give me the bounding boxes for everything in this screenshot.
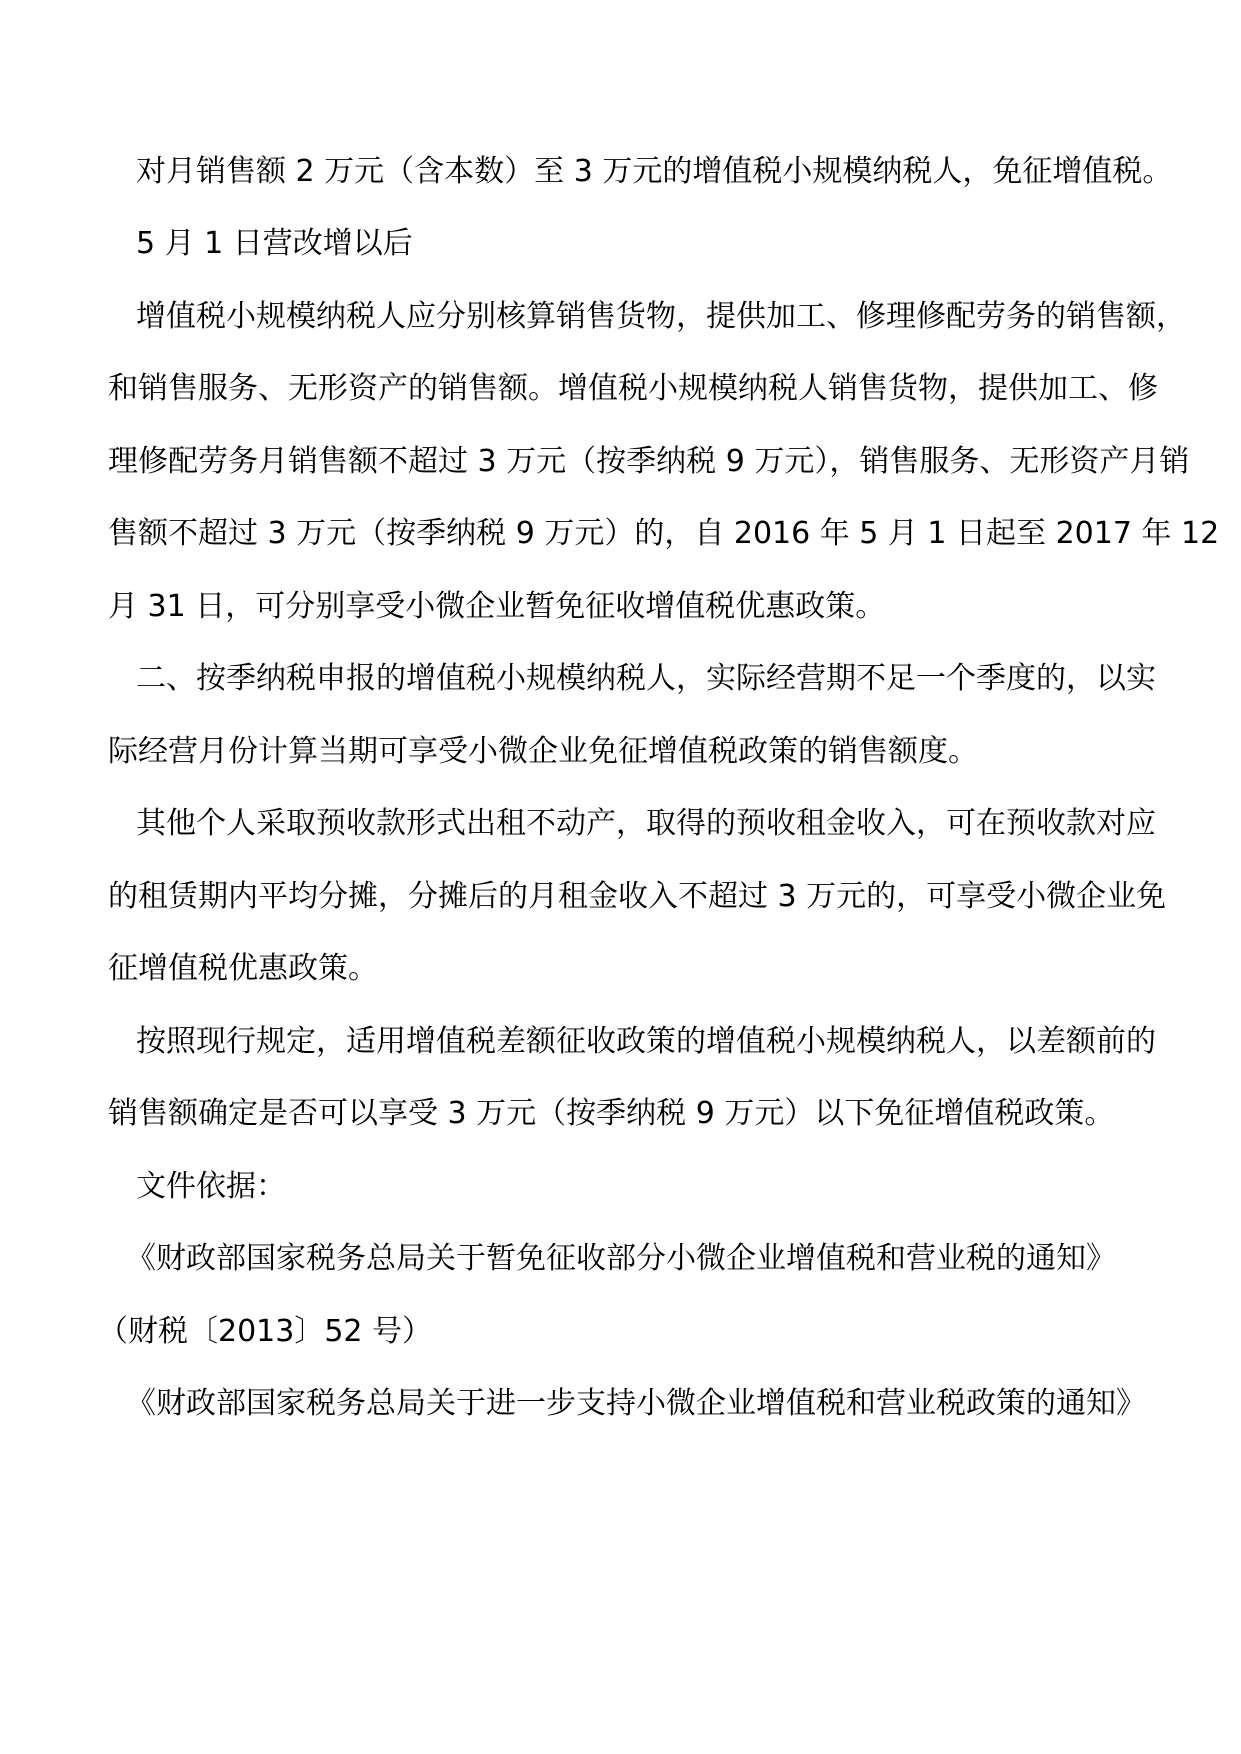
reference-title: 《财政部国家税务总局关于暂免征收部分小微企业增值税和营业税的通知》 (126, 1241, 1116, 1276)
paragraph-line: 和销售服务、无形资产的销售额。增值税小规模纳税人销售货物，提供加工、修 (108, 371, 1158, 406)
paragraph-line: 二、按季纳税申报的增值税小规模纳税人，实际经营期不足一个季度的，以实 (136, 661, 1156, 696)
section-heading: 5 月 1 日营改增以后 (136, 226, 413, 261)
reference-heading: 文件依据： (136, 1169, 286, 1204)
paragraph-line: 销售额确定是否可以享受 3 万元（按季纳税 9 万元）以下免征增值税政策。 (108, 1096, 1115, 1131)
paragraph-line: 对月销售额 2 万元（含本数）至 3 万元的增值税小规模纳税人，免征增值税。 (136, 154, 1173, 189)
paragraph-line: 理修配劳务月销售额不超过 3 万元（按季纳税 9 万元），销售服务、无形资产月销 (108, 444, 1190, 479)
reference-number: （财税〔2013〕52 号） (98, 1314, 433, 1349)
paragraph-line: 征增值税优惠政策。 (108, 951, 378, 986)
paragraph-line: 月 31 日，可分别享受小微企业暂免征收增值税优惠政策。 (108, 589, 886, 624)
paragraph-line: 际经营月份计算当期可享受小微企业免征增值税政策的销售额度。 (108, 734, 978, 769)
reference-title: 《财政部国家税务总局关于进一步支持小微企业增值税和营业税政策的通知》 (126, 1386, 1146, 1421)
paragraph-line: 其他个人采取预收款形式出租不动产，取得的预收租金收入，可在预收款对应 (136, 806, 1156, 841)
paragraph-line: 售额不超过 3 万元（按季纳税 9 万元）的，自 2016 年 5 月 1 日起至 2017 年 12 (108, 516, 1220, 551)
paragraph-line: 增值税小规模纳税人应分别核算销售货物，提供加工、修理修配劳务的销售额， (136, 299, 1186, 334)
paragraph-line: 按照现行规定，适用增值税差额征收政策的增值税小规模纳税人，以差额前的 (136, 1024, 1156, 1059)
paragraph-line: 的租赁期内平均分摊，分摊后的月租金收入不超过 3 万元的，可享受小微企业免 (108, 879, 1167, 914)
